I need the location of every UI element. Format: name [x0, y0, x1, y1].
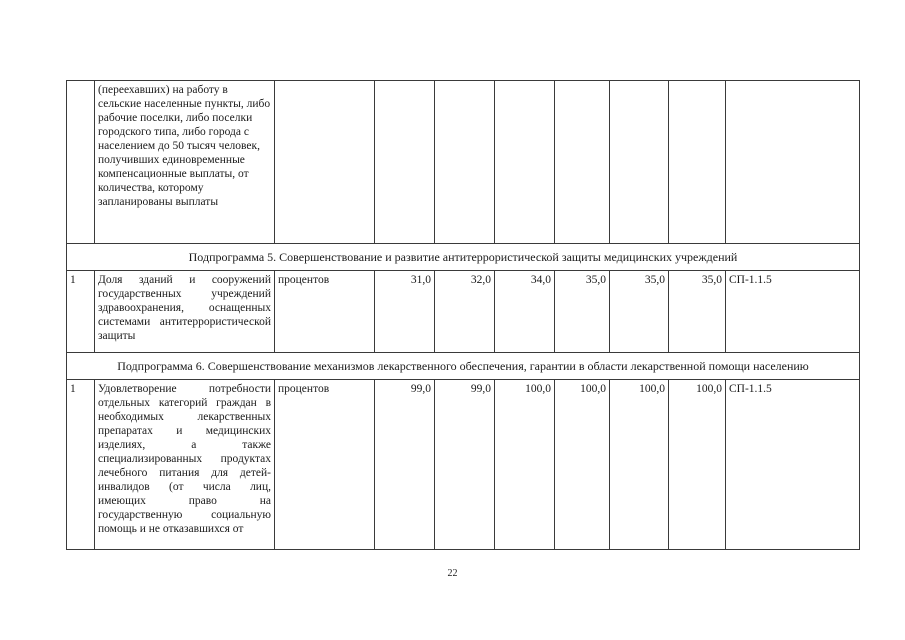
- unit-cell: [275, 81, 375, 244]
- section-6-title: Подпрограмма 6. Совершенствование механизмов лекарственного обеспечения, гарантии в области лекарственной помощи населению: [67, 353, 860, 380]
- value-cell: [555, 81, 610, 244]
- value-cell: 35,0: [555, 271, 610, 353]
- page-number: 22: [447, 568, 458, 579]
- num-cell: [67, 81, 95, 244]
- value-cell: [610, 81, 669, 244]
- section-header-row: [67, 244, 860, 271]
- table-row: [67, 81, 860, 244]
- code-cell: [726, 81, 860, 244]
- description-cell: Удовлетворение потребности отдельных категорий граждан в необходимых лекарственных препаратах и медицинских изделиях, а также специализированных продуктах лечебного питания для детей-инвалидов (от числа лиц, имеющих право на государственную социальную помощь и не отказавшихся от: [95, 380, 275, 550]
- unit-cell: процентов: [275, 380, 375, 550]
- value-cell: 100,0: [669, 380, 726, 550]
- description-cell: (переехавших) на работу в сельские населенные пункты, либо рабочие поселки, либо поселки городского типа, либо города с населением до 50 тысяч человек, получивших единовременные компенсационные выплаты, от количества, которому запланированы выплаты: [95, 81, 275, 244]
- value-cell: [495, 81, 555, 244]
- value-cell: [375, 81, 435, 244]
- value-cell: 35,0: [610, 271, 669, 353]
- table-row: [67, 380, 860, 550]
- value-cell: 31,0: [375, 271, 435, 353]
- value-cell: 100,0: [495, 380, 555, 550]
- value-cell: [435, 81, 495, 244]
- code-cell: СП-1.1.5: [726, 271, 860, 353]
- description-cell: Доля зданий и сооружений государственных учреждений здравоохранения, оснащенных системами антитеррористической защиты: [95, 271, 275, 353]
- num-cell: 1: [67, 271, 95, 353]
- value-cell: 99,0: [375, 380, 435, 550]
- num-cell: 1: [67, 380, 95, 550]
- value-cell: 32,0: [435, 271, 495, 353]
- unit-cell: процентов: [275, 271, 375, 353]
- value-cell: 34,0: [495, 271, 555, 353]
- code-cell: СП-1.1.5: [726, 380, 860, 550]
- table-row: [67, 271, 860, 353]
- value-cell: [669, 81, 726, 244]
- value-cell: 35,0: [669, 271, 726, 353]
- value-cell: 100,0: [555, 380, 610, 550]
- section-5-title: Подпрограмма 5. Совершенствование и развитие антитеррористической защиты медицинских учреждений: [67, 244, 860, 271]
- value-cell: 100,0: [610, 380, 669, 550]
- indicators-table: [66, 80, 860, 550]
- value-cell: 99,0: [435, 380, 495, 550]
- section-header-row: [67, 353, 860, 380]
